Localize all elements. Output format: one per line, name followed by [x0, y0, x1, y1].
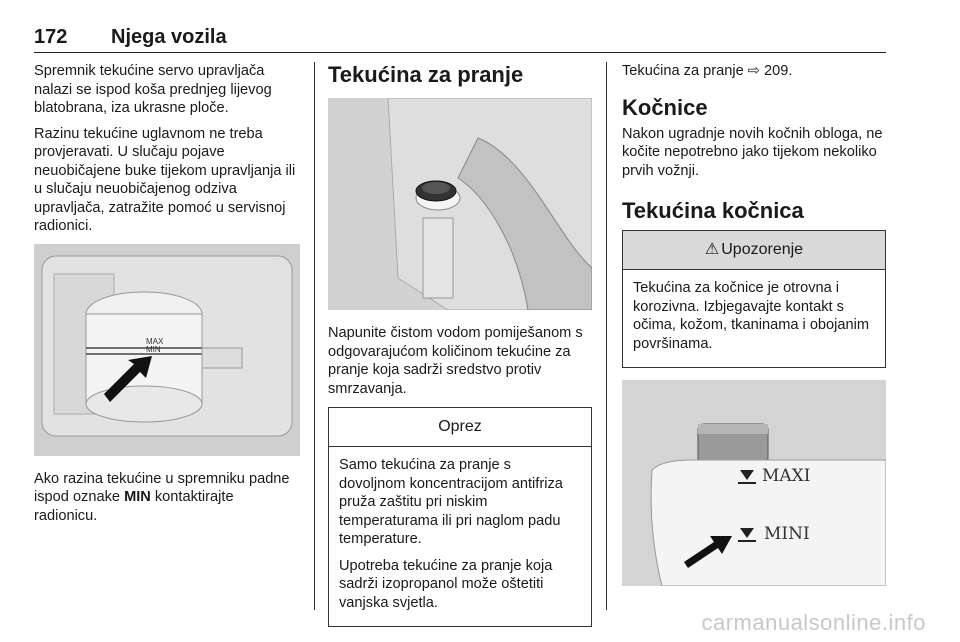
page-number: 172: [34, 26, 68, 48]
paragraph: Nakon ugradnje novih kočnih obloga, ne kočite nepotrebno jako tijekom nekoliko prvih vožnji.: [622, 125, 883, 179]
warning-box: [622, 230, 886, 368]
brake-fluid-reservoir-figure: [622, 380, 886, 586]
warning-triangle-icon: ⚠: [704, 240, 720, 258]
mini-mark-label: MINI: [764, 524, 810, 544]
section-heading: Kočnice: [622, 94, 708, 120]
paragraph: Upotreba tekućine za pranje koja sadrži izopropanol može oštetiti vanjska svjetla.: [339, 557, 553, 611]
section-heading: Tekućina kočnica: [622, 198, 804, 223]
caution-box: [328, 407, 592, 627]
warning-title: Upozorenje: [721, 240, 804, 258]
column-divider: [606, 62, 607, 610]
paragraph: Spremnik tekućine servo upravljača nalazi se ispod koša prednjeg lijevog blatobrana, iza ukrasne ploče.: [34, 63, 272, 116]
section-title: Njega vozila: [111, 26, 227, 48]
column-1: [34, 62, 300, 532]
min-mark-label: MIN: [146, 344, 161, 354]
paragraph: Napunite čistom vodom pomiješanom s odgovarajućom količinom tekućine za pranje koja sadrži sredstvo protiv smrzavanja.: [328, 325, 583, 397]
cross-reference: Tekućina za pranje ⇨ 209.: [622, 63, 793, 79]
paragraph: Ako razina tekućine u spremniku padne ispod oznake MIN kontaktirajte radionicu.: [34, 470, 290, 524]
column-2: [328, 62, 592, 627]
paragraph: Razinu tekućine uglavnom ne treba provjeravati. U slučaju pojave neuobičajene buke tijekom upravljanja ili u slučaju neuobičajenog odziva upravljača, zatražite pomoć u servisnoj radionici.: [34, 125, 296, 234]
maxi-mark-label: MAXI: [762, 466, 811, 486]
caution-title: Oprez: [329, 408, 591, 447]
power-steering-reservoir-figure: [34, 244, 300, 456]
max-mark-label: MAX: [146, 336, 164, 346]
paragraph: Samo tekućina za pranje s dovoljnom koncentracijom antifriza pruža zaštitu pri niskim temperaturama ili pri naglom padu temperature.: [339, 457, 563, 547]
column-divider: [314, 62, 315, 610]
page-header: [34, 24, 886, 53]
paragraph: Tekućina za kočnice je otrovna i korozivna. Izbjegavajte kontakt s očima, kožom, tkaninama i obojanim površinama.: [633, 280, 870, 352]
column-3: [622, 62, 886, 586]
watermark: carmanualsonline.info: [701, 610, 926, 635]
section-heading: Tekućina za pranje: [328, 62, 524, 87]
washer-reservoir-figure: [328, 98, 592, 310]
warning-header: [623, 231, 885, 270]
